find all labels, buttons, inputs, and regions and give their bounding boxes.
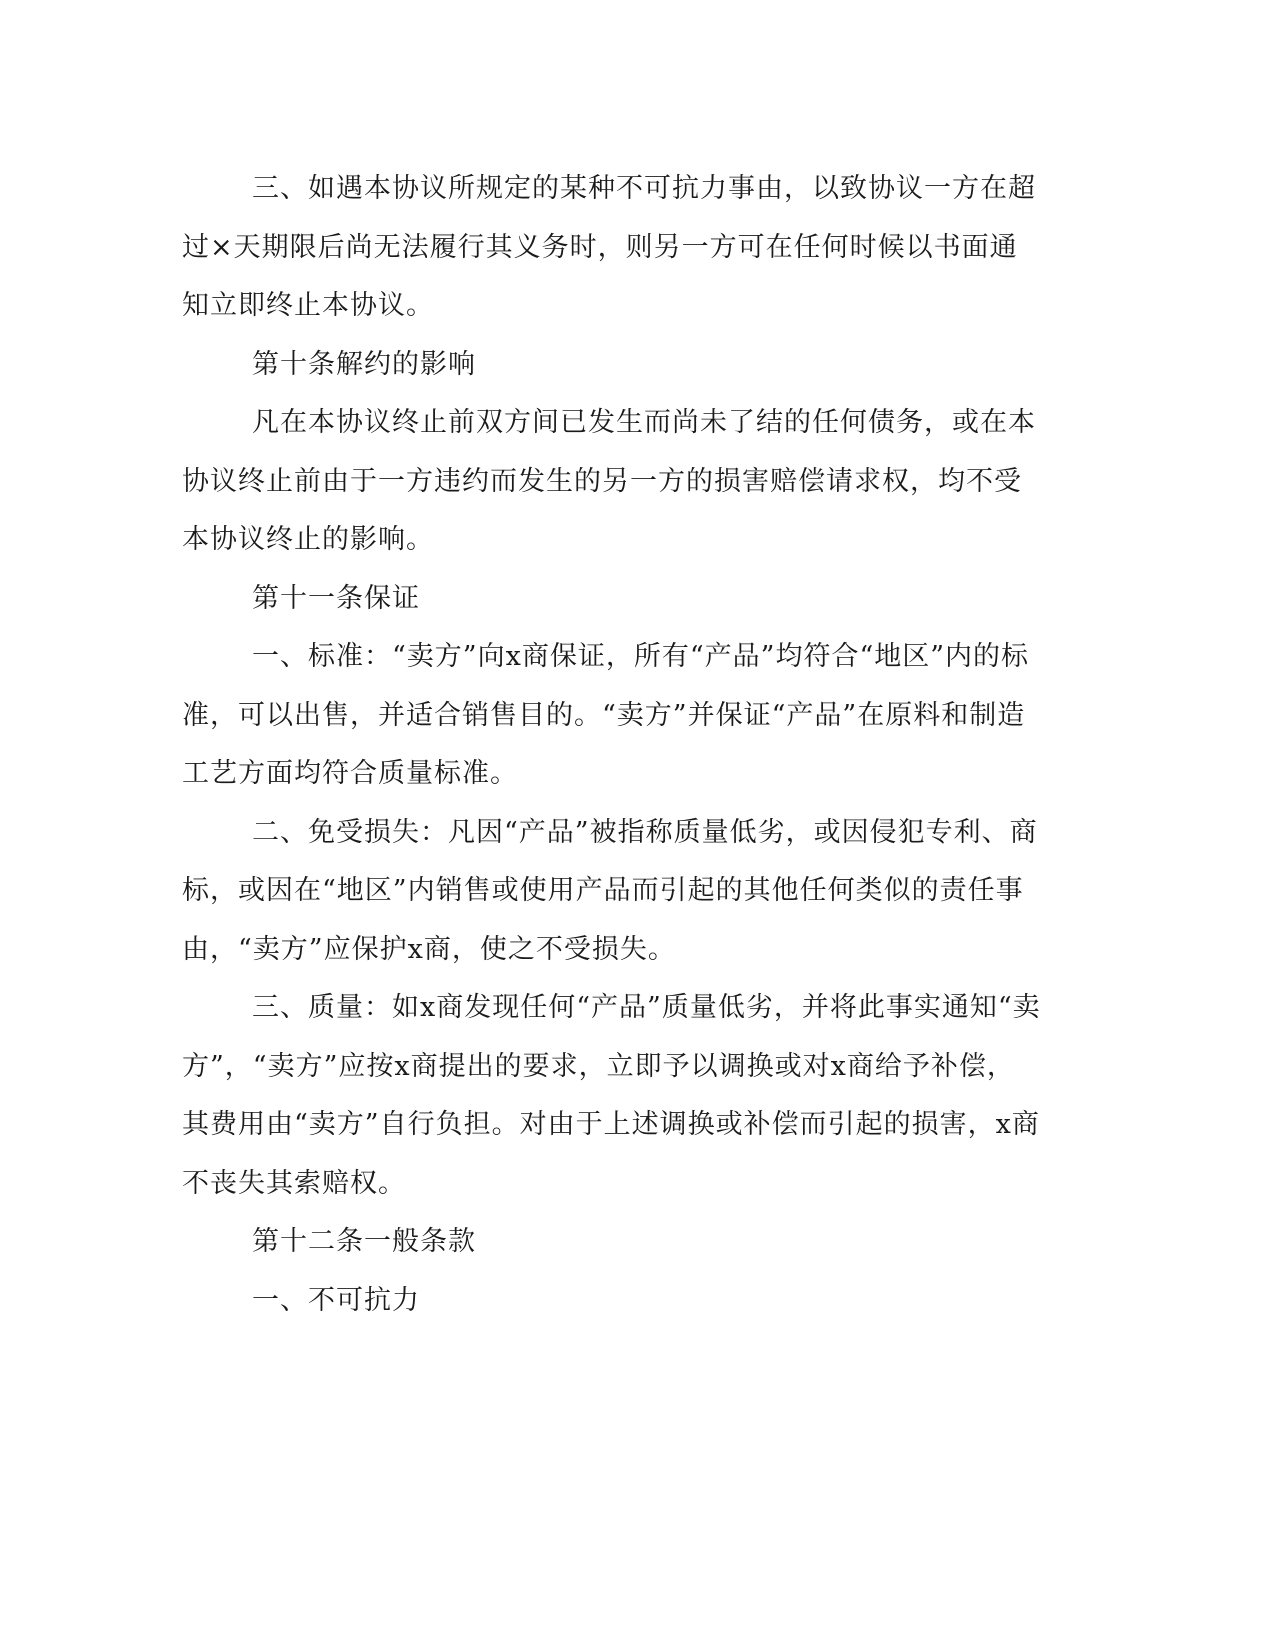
paragraph-indemnity: 二、免受损失：凡因“产品”被指称质量低劣，或因侵犯专利、商标，或因在“地区”内销售或使用产品而引起的其他任何类似的责任事由，“卖方”应保护x商，使之不受损失。 [182,816,1038,965]
heading-article-11: 第十一条保证 [252,582,420,614]
heading-article-10: 第十条解约的影响 [252,348,476,380]
paragraph-standards: 一、标准：“卖方”向x商保证，所有“产品”均符合“地区”内的标准，可以出售，并适合销售目的。“卖方”并保证“产品”在原料和制造工艺方面均符合质量标准。 [182,641,1030,789]
heading-article-12: 第十二条一般条款 [252,1226,476,1257]
paragraph-quality: 三、质量：如x商发现任何“产品”质量低劣，并将此事实通知“卖方”，“卖方”应按x商提出的要求，立即予以调换或对x商给予补偿，其费用由“卖方”自行负担。对由于上述调换或补偿而引起的损害，x商不丧失其索赔权。 [182,992,1041,1199]
paragraph-termination-effect: 凡在本协议终止前双方间已发生而尚未了结的任何债务，或在本协议终止前由于一方违约而发生的另一方的损害赔偿请求权，均不受本协议终止的影响。 [182,407,1036,555]
paragraph-force-majeure-termination: 三、如遇本协议所规定的某种不可抗力事由，以致协议一方在超过×天期限后尚无法履行其义务时，则另一方可在任何时候以书面通知立即终止本协议。 [182,173,1036,321]
document-body [182,160,1042,1330]
paragraph-force-majeure: 一、不可抗力 [252,1284,420,1316]
